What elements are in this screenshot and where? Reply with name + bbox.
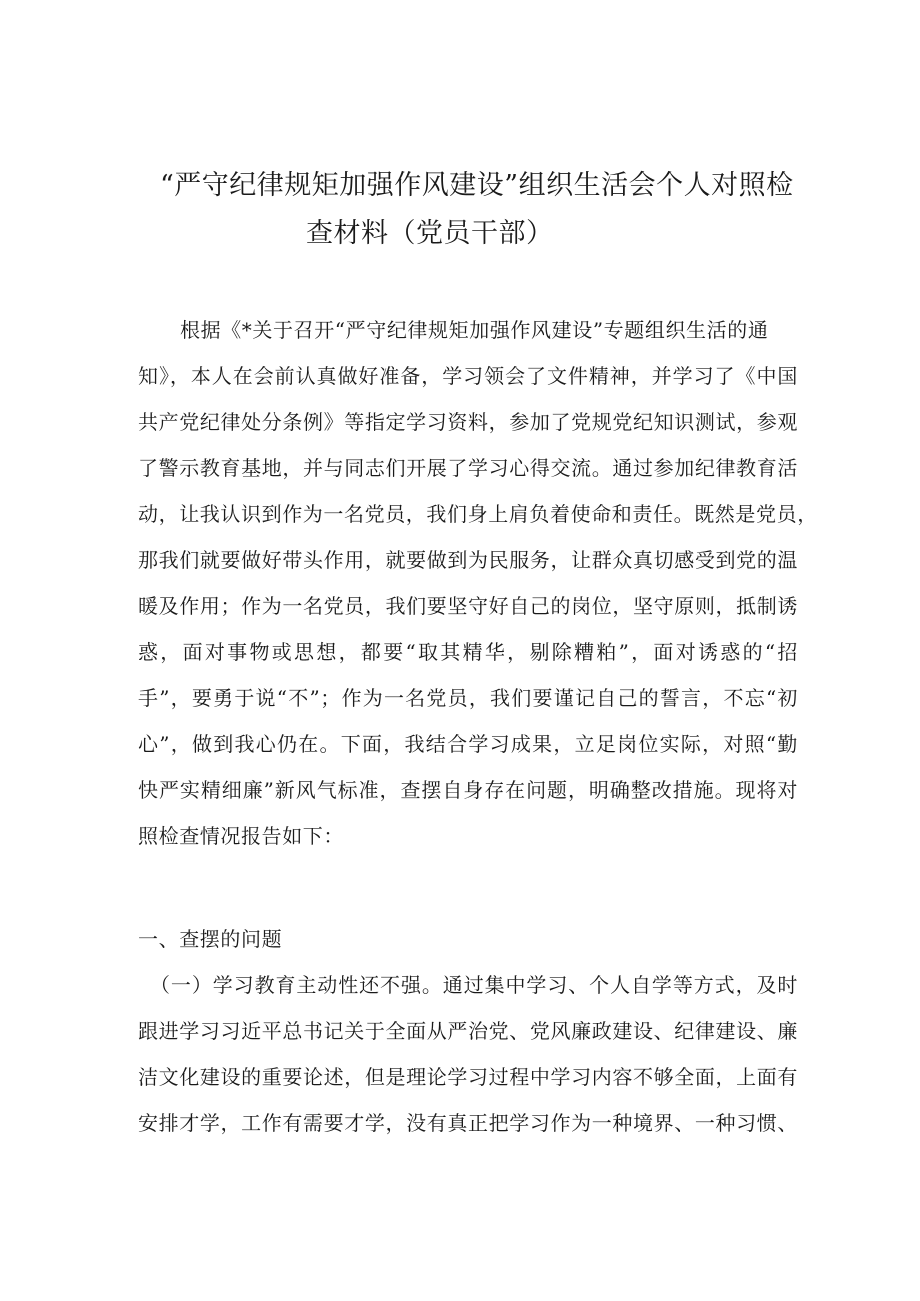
intro-line: 那我们就要做好带头作用，就要做到为民服务，让群众真切感受到党的温 — [138, 548, 798, 572]
intro-line: 快严实精细廉”新风气标准，查摆自身存在问题，明确整改措施。现将对 — [138, 778, 798, 802]
intro-line: 惑，面对事物或思想，都要“取其精华，剔除糟粕”，面对诱惑的“招 — [138, 640, 798, 664]
intro-line: 心”，做到我心仍在。下面，我结合学习成果，立足岗位实际，对照“勤 — [138, 732, 798, 756]
document-title-line-2: 查材料（党员干部） — [306, 218, 554, 249]
intro-line: 照检查情况报告如下： — [138, 824, 344, 848]
subsection-line: 安排才学，工作有需要才学，没有真正把学习作为一种境界、一种习惯、 — [138, 1111, 798, 1135]
intro-line: 了警示教育基地，并与同志们开展了学习心得交流。通过参加纪律教育活 — [138, 456, 798, 480]
subsection-line: 洁文化建设的重要论述，但是理论学习过程中学习内容不够全面，上面有 — [138, 1065, 798, 1089]
intro-line: 根据《*关于召开“严守纪律规矩加强作风建设”专题组织生活的通 — [180, 318, 769, 342]
subsection-line: （一）学习教育主动性还不强。通过集中学习、个人自学等方式，及时 — [150, 973, 798, 997]
intro-line: 共产党纪律处分条例》等指定学习资料，参加了党规党纪知识测试，参观 — [138, 410, 798, 434]
intro-line: 动，让我认识到作为一名党员，我们身上肩负着使命和责任。既然是党员， — [138, 502, 818, 526]
intro-line: 手”，要勇于说“不”；作为一名党员，我们要谨记自己的誓言，不忘“初 — [138, 686, 798, 710]
section-heading: 一、查摆的问题 — [138, 927, 283, 951]
subsection-line: 跟进学习习近平总书记关于全面从严治党、党风廉政建设、纪律建设、廉 — [138, 1019, 798, 1043]
document-title-line-1: “严守纪律规矩加强作风建设”组织生活会个人对照检 — [160, 170, 794, 201]
intro-line: 暖及作用；作为一名党员，我们要坚守好自己的岗位，坚守原则，抵制诱 — [138, 594, 798, 618]
intro-line: 知》，本人在会前认真做好准备，学习领会了文件精神，并学习了《中国 — [138, 364, 798, 388]
